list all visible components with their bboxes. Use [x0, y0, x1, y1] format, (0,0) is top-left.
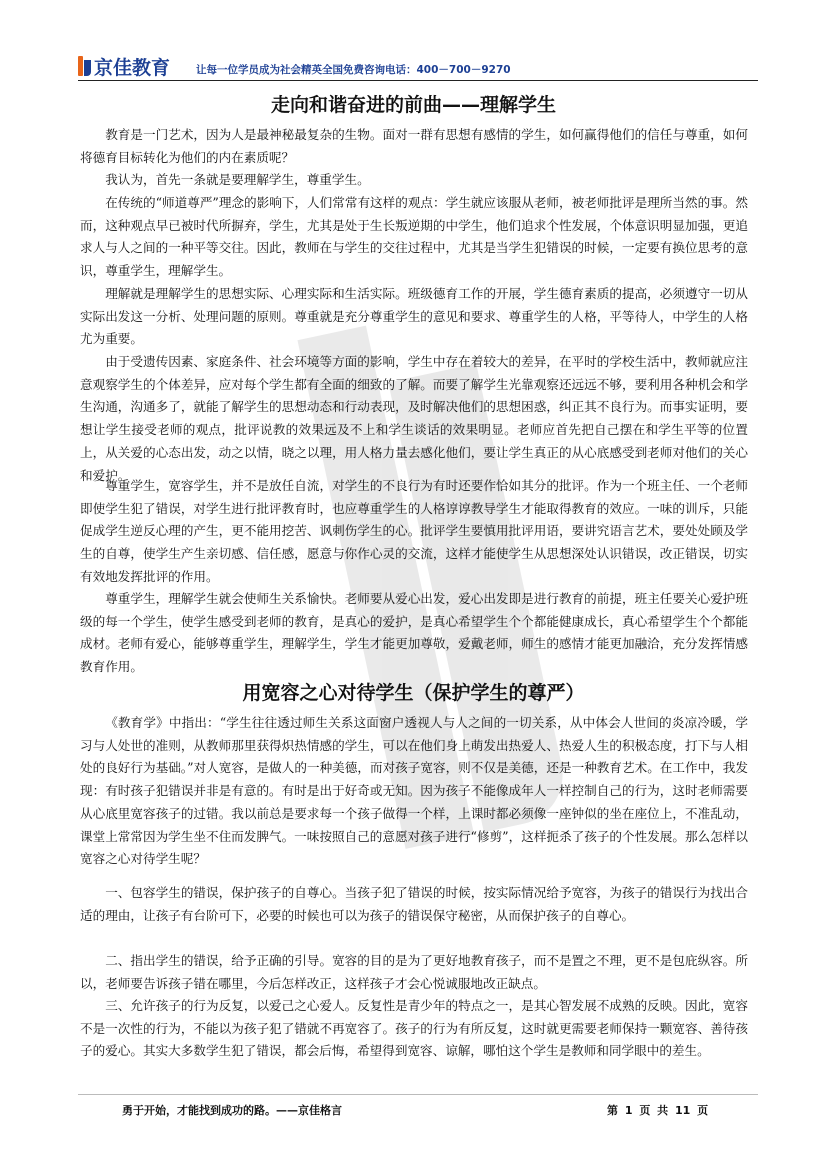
paragraph: 教育是一门艺术，因为人是最神秘最复杂的生物。面对一群有思想有感情的学生，如何赢得他们的信任与尊重，如何将德育目标转化为他们的内在素质呢？	[80, 127, 748, 165]
paragraph: 尊重学生，宽容学生，并不是放任自流，对学生的不良行为有时还要作恰如其分的批评。作为一个班主任、一个老师即使学生犯了错误，对学生进行批评教育时，也应尊重学生的人格谆谆教导学生才能取得教育的效应。一味的训斥，只能促成学生逆反心理的产生，更不能用挖苦、讽刺伤学生的心。批评学生要慎用批评用语，要讲究语言艺术，要处处顾及学生的自尊，使学生产生亲切感、信任感，愿意与你作心灵的交流，这样才能使学生从思想深处认识错误，改正错误，切实有效地发挥批评的作用。	[80, 478, 748, 584]
footer-motto: 勇于开始，才能找到成功的路。——京佳格言	[122, 1104, 342, 1117]
paragraph: 在传统的“师道尊严”理念的影响下，人们常常有这样的观点：学生就应该服从老师，被老师批评是理所当然的事。然而，这种观点早已被时代所摒弃，学生，尤其是处于生长叛逆期的中学生，他们追求个性发展，个体意识明显加强，更追求人与人之间的一种平等交往。因此，教师在与学生的交往过程中，尤其是当学生犯错误的时候，一定要有换位思考的意识，尊重学生，理解学生。	[80, 195, 748, 279]
paragraph: 一、包容学生的错误，保护孩子的自尊心。当孩子犯了错误的时候，按实际情况给予宽容，为孩子的错误行为找出合适的理由，让孩子有台阶可下，必要的时候也可以为孩子的错误保守秘密，从而保护孩子的自尊心。	[80, 885, 748, 923]
brand-logo	[78, 54, 170, 78]
paragraph: 尊重学生，理解学生就会使师生关系愉快。老师要从爱心出发，爱心出发即是进行教育的前提，班主任要关心爱护班级的每一个学生，使学生感受到老师的教育，是真心的爱护，是真心希望学生个个都能健康成长，真心希望学生个个都能成材。老师有爱心，能够尊重学生，理解学生，学生才能更加尊敬，爱戴老师，师生的感情才能更加融洽，充分发挥情感教育作用。	[80, 591, 748, 675]
logo-icon	[78, 56, 92, 76]
section1-title: 走向和谐奋进的前曲——理解学生	[270, 94, 556, 116]
logo-text: 京佳教育	[94, 56, 171, 79]
paragraph: 《教育学》中指出：“学生往往透过师生关系这面窗户透视人与人之间的一切关系，从中体会人世间的炎凉冷暖，学习与人处世的准则，从教师那里获得炽热情感的学生，可以在他们身上萌发出热爱人、热爱人生的积极态度，打下与人相处的良好行为基础。”对人宽容，是做人的一种美德，而对孩子宽容，则不仅是美德，还是一种教育艺术。在工作中，我发现：有时孩子犯错误并非是有意的。有时是出于好奇或无知。因为孩子不能像成年人一样控制自己的行为，这时老师需要从心底里宽容孩子的过错。我以前总是要求每一个孩子做得一个样，上课时都必须像一座钟似的坐在座位上，不准乱动，课堂上常常因为学生坐不住而发脾气。一味按照自己的意愿对孩子进行“修剪”，这样扼杀了孩子的个性发展。那么怎样以宽容之心对待学生呢？	[80, 715, 748, 867]
page-header	[78, 52, 758, 81]
paragraph: 由于受遗传因素、家庭条件、社会环境等方面的影响，学生中存在着较大的差异，在平时的学校生活中，教师就应注意观察学生的个体差异，应对每个学生都有全面的细致的了解。而要了解学生光靠观察还远远不够，要利用各种机会和学生沟通，沟通多了，就能了解学生的思想动态和行动表现，及时解决他们的思想困惑，纠正其不良行为。而事实证明，要想让学生接受老师的观点，批评说教的效果远及不上和学生谈话的效果明显。老师应首先把自己摆在和学生平等的位置上，从关爱的心态出发，动之以情，晓之以理，用人格力量去感化他们，要让学生真正的从心底感受到老师对他们的关心和爱护。	[80, 354, 748, 483]
paragraph: 理解就是理解学生的思想实际、心理实际和生活实际。班级德育工作的开展，学生德育素质的提高，必须遵守一切从实际出发这一分析、处理问题的原则。尊重就是充分尊重学生的意见和要求、尊重学生的人格，平等待人，中学生的人格尤为重要。	[80, 286, 748, 347]
paragraph: 我认为，首先一条就是要理解学生，尊重学生。	[105, 172, 370, 187]
header-tagline: 让每一位学员成为社会精英全国免费咨询电话：400－700－9270	[196, 64, 511, 76]
section2-title: 用宽容之心对待学生（保护学生的尊严）	[242, 682, 585, 704]
footer-divider	[78, 1094, 758, 1095]
paragraph: 三、允许孩子的行为反复，以爱己之心爱人。反复性是青少年的特点之一，是其心智发展不成熟的反映。因此，宽容不是一次性的行为，不能以为孩子犯了错就不再宽容了。孩子的行为有所反复，这时就更需要老师保持一颗宽容、善待孩子的爱心。其实大多数学生犯了错误，都会后悔，希望得到宽容、谅解，哪怕这个学生是教师和同学眼中的差生。	[80, 998, 748, 1059]
page-number: 第 1 页 共 11 页	[607, 1104, 709, 1117]
paragraph: 二、指出学生的错误，给予正确的引导。宽容的目的是为了更好地教育孩子，而不是置之不理，更不是包庇纵容。所以，老师要告诉孩子错在哪里，今后怎样改正，这样孩子才会心悦诚服地改正缺点。	[80, 953, 748, 991]
